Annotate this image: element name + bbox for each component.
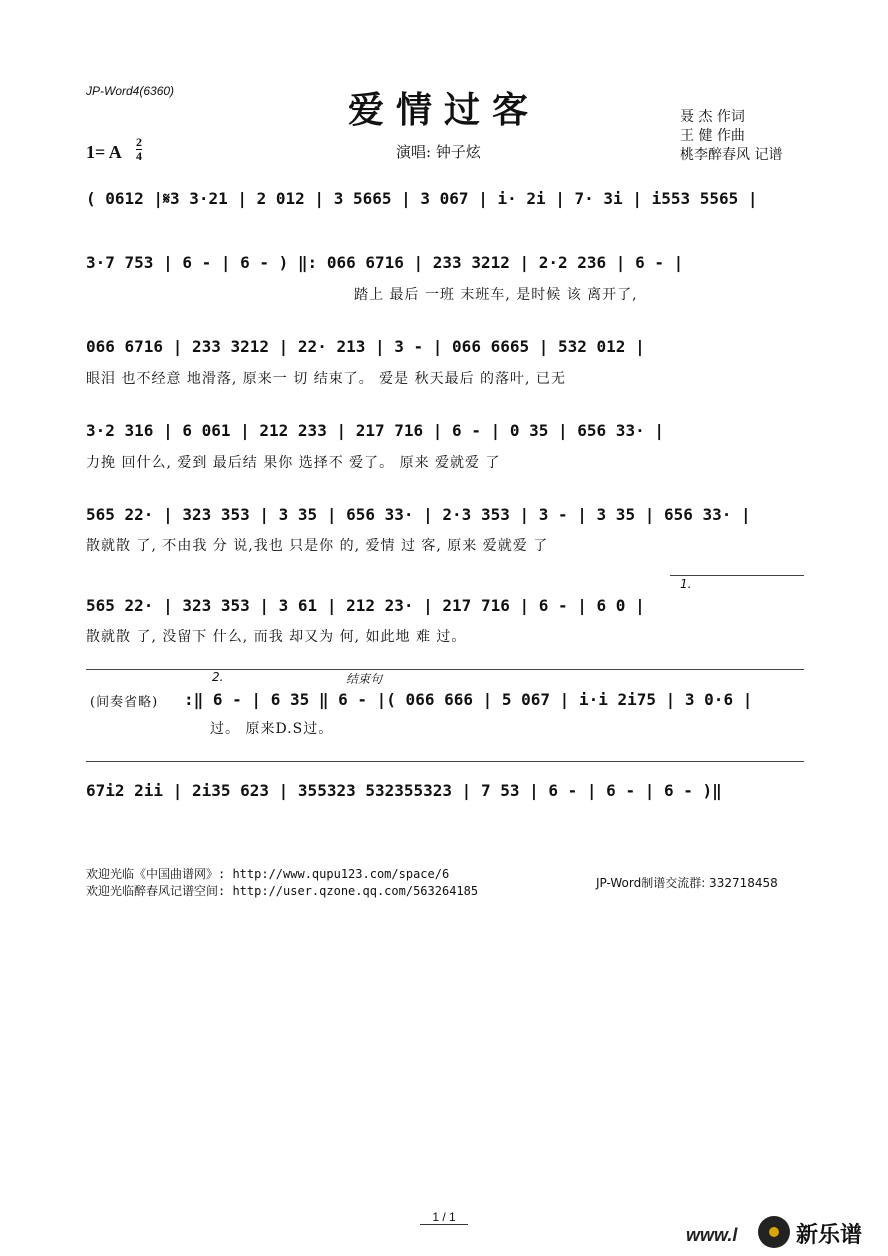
key-signature: 1= A — [86, 142, 122, 162]
watermark-name: 新乐谱 — [796, 1223, 863, 1248]
volta-1-bracket — [670, 575, 804, 576]
record-logo-icon — [758, 1216, 790, 1248]
time-signature-top: 2 — [136, 135, 142, 149]
song-title: 爱情过客 — [347, 89, 540, 131]
score-line-6-lyrics: 散就散 了, 没留下 什么, 而我 却又为 何, 如此地 难 过。 — [86, 629, 467, 645]
score-line-2-notes: 3·7 753 | 6 - | 6 - ) ‖: 066 6716 | 233 3212 | 2·2 236 | 6 - | — [86, 253, 684, 272]
singer: 演唱: 钟子炫 — [396, 143, 481, 161]
separator-rule — [86, 669, 804, 670]
software-version: JP-Word4(6360) — [86, 84, 175, 98]
page-number-text: 1 / 1 — [420, 1210, 467, 1225]
score-line-5-lyrics: 散就散 了, 不由我 分 说,我也 只是你 的, 爱情 过 客, 原来 爱就爱 了 — [86, 538, 549, 554]
footer-site-2: 欢迎光临醉春风记谱空间: http://user.qzone.qq.com/563264185 — [86, 884, 479, 898]
coda-label: 结束句 — [346, 672, 383, 686]
lyricist: 聂 杰 作词 — [680, 109, 745, 125]
interlude-omitted-note: (间奏省略) — [90, 695, 159, 710]
score-line-1-notes: ( 0612 |𝄋3 3·21 | 2 012 | 3 5665 | 3 067 | i· 2i | 7· 3i | i553 5565 | — [86, 189, 758, 208]
credits — [680, 108, 782, 165]
time-signature-bottom: 4 — [136, 149, 142, 163]
footer-links — [86, 866, 478, 900]
score-line-2-lyrics: 踏上 最后 一班 末班车, 是时候 该 离开了, — [354, 287, 638, 303]
score-line-4-lyrics: 力挽 回什么, 爱到 最后结 果你 选择不 爱了。 原来 爱就爱 了 — [86, 455, 501, 471]
score-line-3-lyrics: 眼泪 也不经意 地滑落, 原来一 切 结束了。 爱是 秋天最后 的落叶, 已无 — [86, 371, 566, 387]
score-line-7-lyrics: 过。 原来D.S过。 — [210, 721, 334, 737]
watermark-url: www.l — [686, 1225, 738, 1245]
score-line-5-notes: 565 22· | 323 353 | 3 35 | 656 33· | 2·3 353 | 3 - | 3 35 | 656 33· | — [86, 505, 751, 524]
score-line-6-notes: 565 22· | 323 353 | 3 61 | 212 23· | 217 716 | 6 - | 6 0 | — [86, 596, 645, 615]
volta-1-label: 1. — [680, 577, 692, 591]
volta-2-label: 2. — [212, 670, 224, 684]
footer-site-1: 欢迎光临《中国曲谱网》: http://www.qupu123.com/space/6 — [86, 867, 450, 881]
footer-qq-group: JP-Word制谱交流群: 332718458 — [596, 876, 778, 890]
score-line-7-notes: :‖ 6 - | 6 35 ‖ 6 - |( 066 666 | 5 067 | i·i 2i75 | 3 0·6 | — [184, 690, 753, 709]
page-number — [0, 1210, 888, 1224]
score-line-8-notes: 67i2 2ii | 2i35 623 | 355323 532355323 | 7 53 | 6 - | 6 - | 6 - )‖ — [86, 781, 722, 800]
score-line-3-notes: 066 6716 | 233 3212 | 22· 213 | 3 - | 066 6665 | 532 012 | — [86, 337, 645, 356]
composer: 王 健 作曲 — [680, 128, 745, 144]
time-signature — [136, 136, 142, 163]
score-line-4-notes: 3·2 316 | 6 061 | 212 233 | 217 716 | 6 - | 0 35 | 656 33· | — [86, 421, 664, 440]
transcriber: 桃李醉春风 记谱 — [680, 147, 783, 163]
separator-rule-2 — [86, 761, 804, 762]
